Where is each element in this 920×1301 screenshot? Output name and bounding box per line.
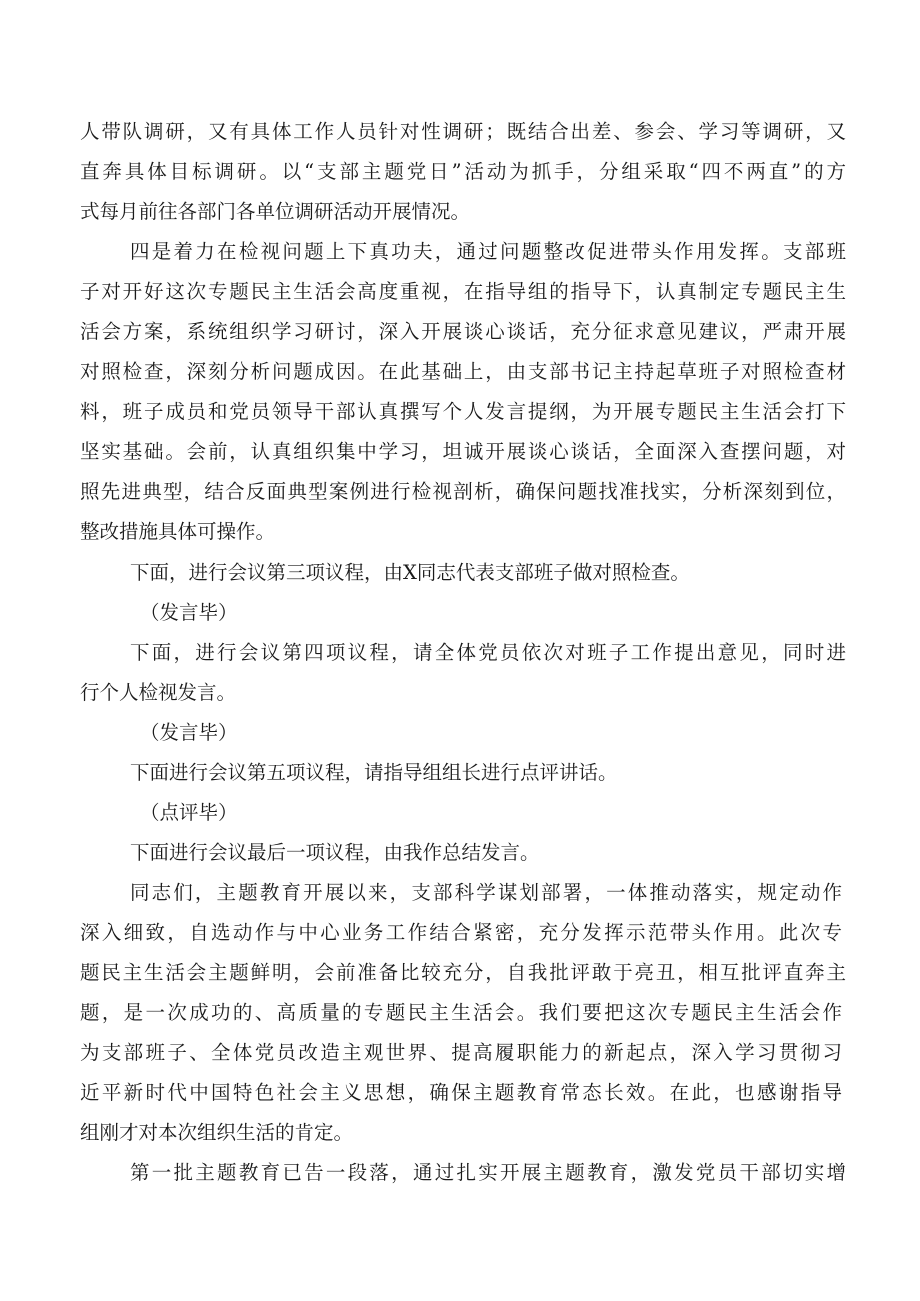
paragraph-first-line: 第一批主题教育已告一段落，通过扎实开展主题教育，激发党员干部切实增 <box>130 1161 846 1184</box>
agenda-line: 下面进行会议第五项议程，请指导组组长进行点评讲话。 <box>130 761 618 784</box>
text-line: 题，是一次成功的、高质量的专题民主生活会。我们要把这次专题民主生活会作 <box>80 1001 842 1024</box>
text-line: 活会方案，系统组织学习研讨，深入开展谈心谈话，充分征求意见建议，严肃开展 <box>80 320 846 343</box>
text-line: 整改措施具体可操作。 <box>80 520 276 543</box>
agenda-line: 下面，进行会议第三项议程，由X同志代表支部班子做对照检查。 <box>130 561 690 584</box>
agenda-line: 下面进行会议最后一项议程，由我作总结发言。 <box>130 841 540 864</box>
text-line: 组刚才对本次组织生活的肯定。 <box>80 1121 354 1144</box>
text-line: 题民主生活会主题鲜明，会前准备比较充分，自我批评敢于亮丑，相互批评直奔主 <box>80 961 846 984</box>
text-line: 对照检查，深刻分析问题成因。在此基础上，由支部书记主持起草班子对照检查材 <box>80 360 846 383</box>
text-line: 式每月前往各部门各单位调研活动开展情况。 <box>80 200 471 223</box>
text-line: 深入细致，自选动作与中心业务工作结合紧密，充分发挥示范带头作用。此次专 <box>80 921 842 944</box>
text-line: 料，班子成员和党员领导干部认真撰写个人发言提纲，为开展专题民主生活会打下 <box>80 400 846 423</box>
text-line: 照先进典型，结合反面典型案例进行检视剖析，确保问题找准找实，分析深刻到位， <box>80 480 846 503</box>
speech-end-note: （发言毕） <box>140 601 238 624</box>
text-line: 行个人检视发言。 <box>80 681 237 704</box>
paragraph-first-line: 四是着力在检视问题上下真功夫，通过问题整改促进带头作用发挥。支部班 <box>130 240 846 263</box>
agenda-line: 下面，进行会议第四项议程，请全体党员依次对班子工作提出意见，同时进 <box>130 641 846 664</box>
comment-end-note: （点评毕） <box>140 801 238 824</box>
text-line: 子对开好这次专题民主生活会高度重视，在指导组的指导下，认真制定专题民主生 <box>80 280 846 303</box>
text-line: 近平新时代中国特色社会主义思想，确保主题教育常态长效。在此，也感谢指导 <box>80 1081 842 1104</box>
text-line: 人带队调研，又有具体工作人员针对性调研；既结合出差、参会、学习等调研，又 <box>80 120 846 143</box>
text-line: 直奔具体目标调研。以“支部主题党日”活动为抓手，分组采取“四不两直”的方 <box>80 160 846 183</box>
paragraph-first-line: 同志们，主题教育开展以来，支部科学谋划部署，一体推动落实，规定动作 <box>130 881 842 904</box>
text-line: 坚实基础。会前，认真组织集中学习，坦诚开展谈心谈话，全面深入查摆问题，对 <box>80 440 846 463</box>
text-line: 为支部班子、全体党员改造主观世界、提高履职能力的新起点，深入学习贯彻习 <box>80 1041 842 1064</box>
speech-end-note: （发言毕） <box>140 721 238 744</box>
